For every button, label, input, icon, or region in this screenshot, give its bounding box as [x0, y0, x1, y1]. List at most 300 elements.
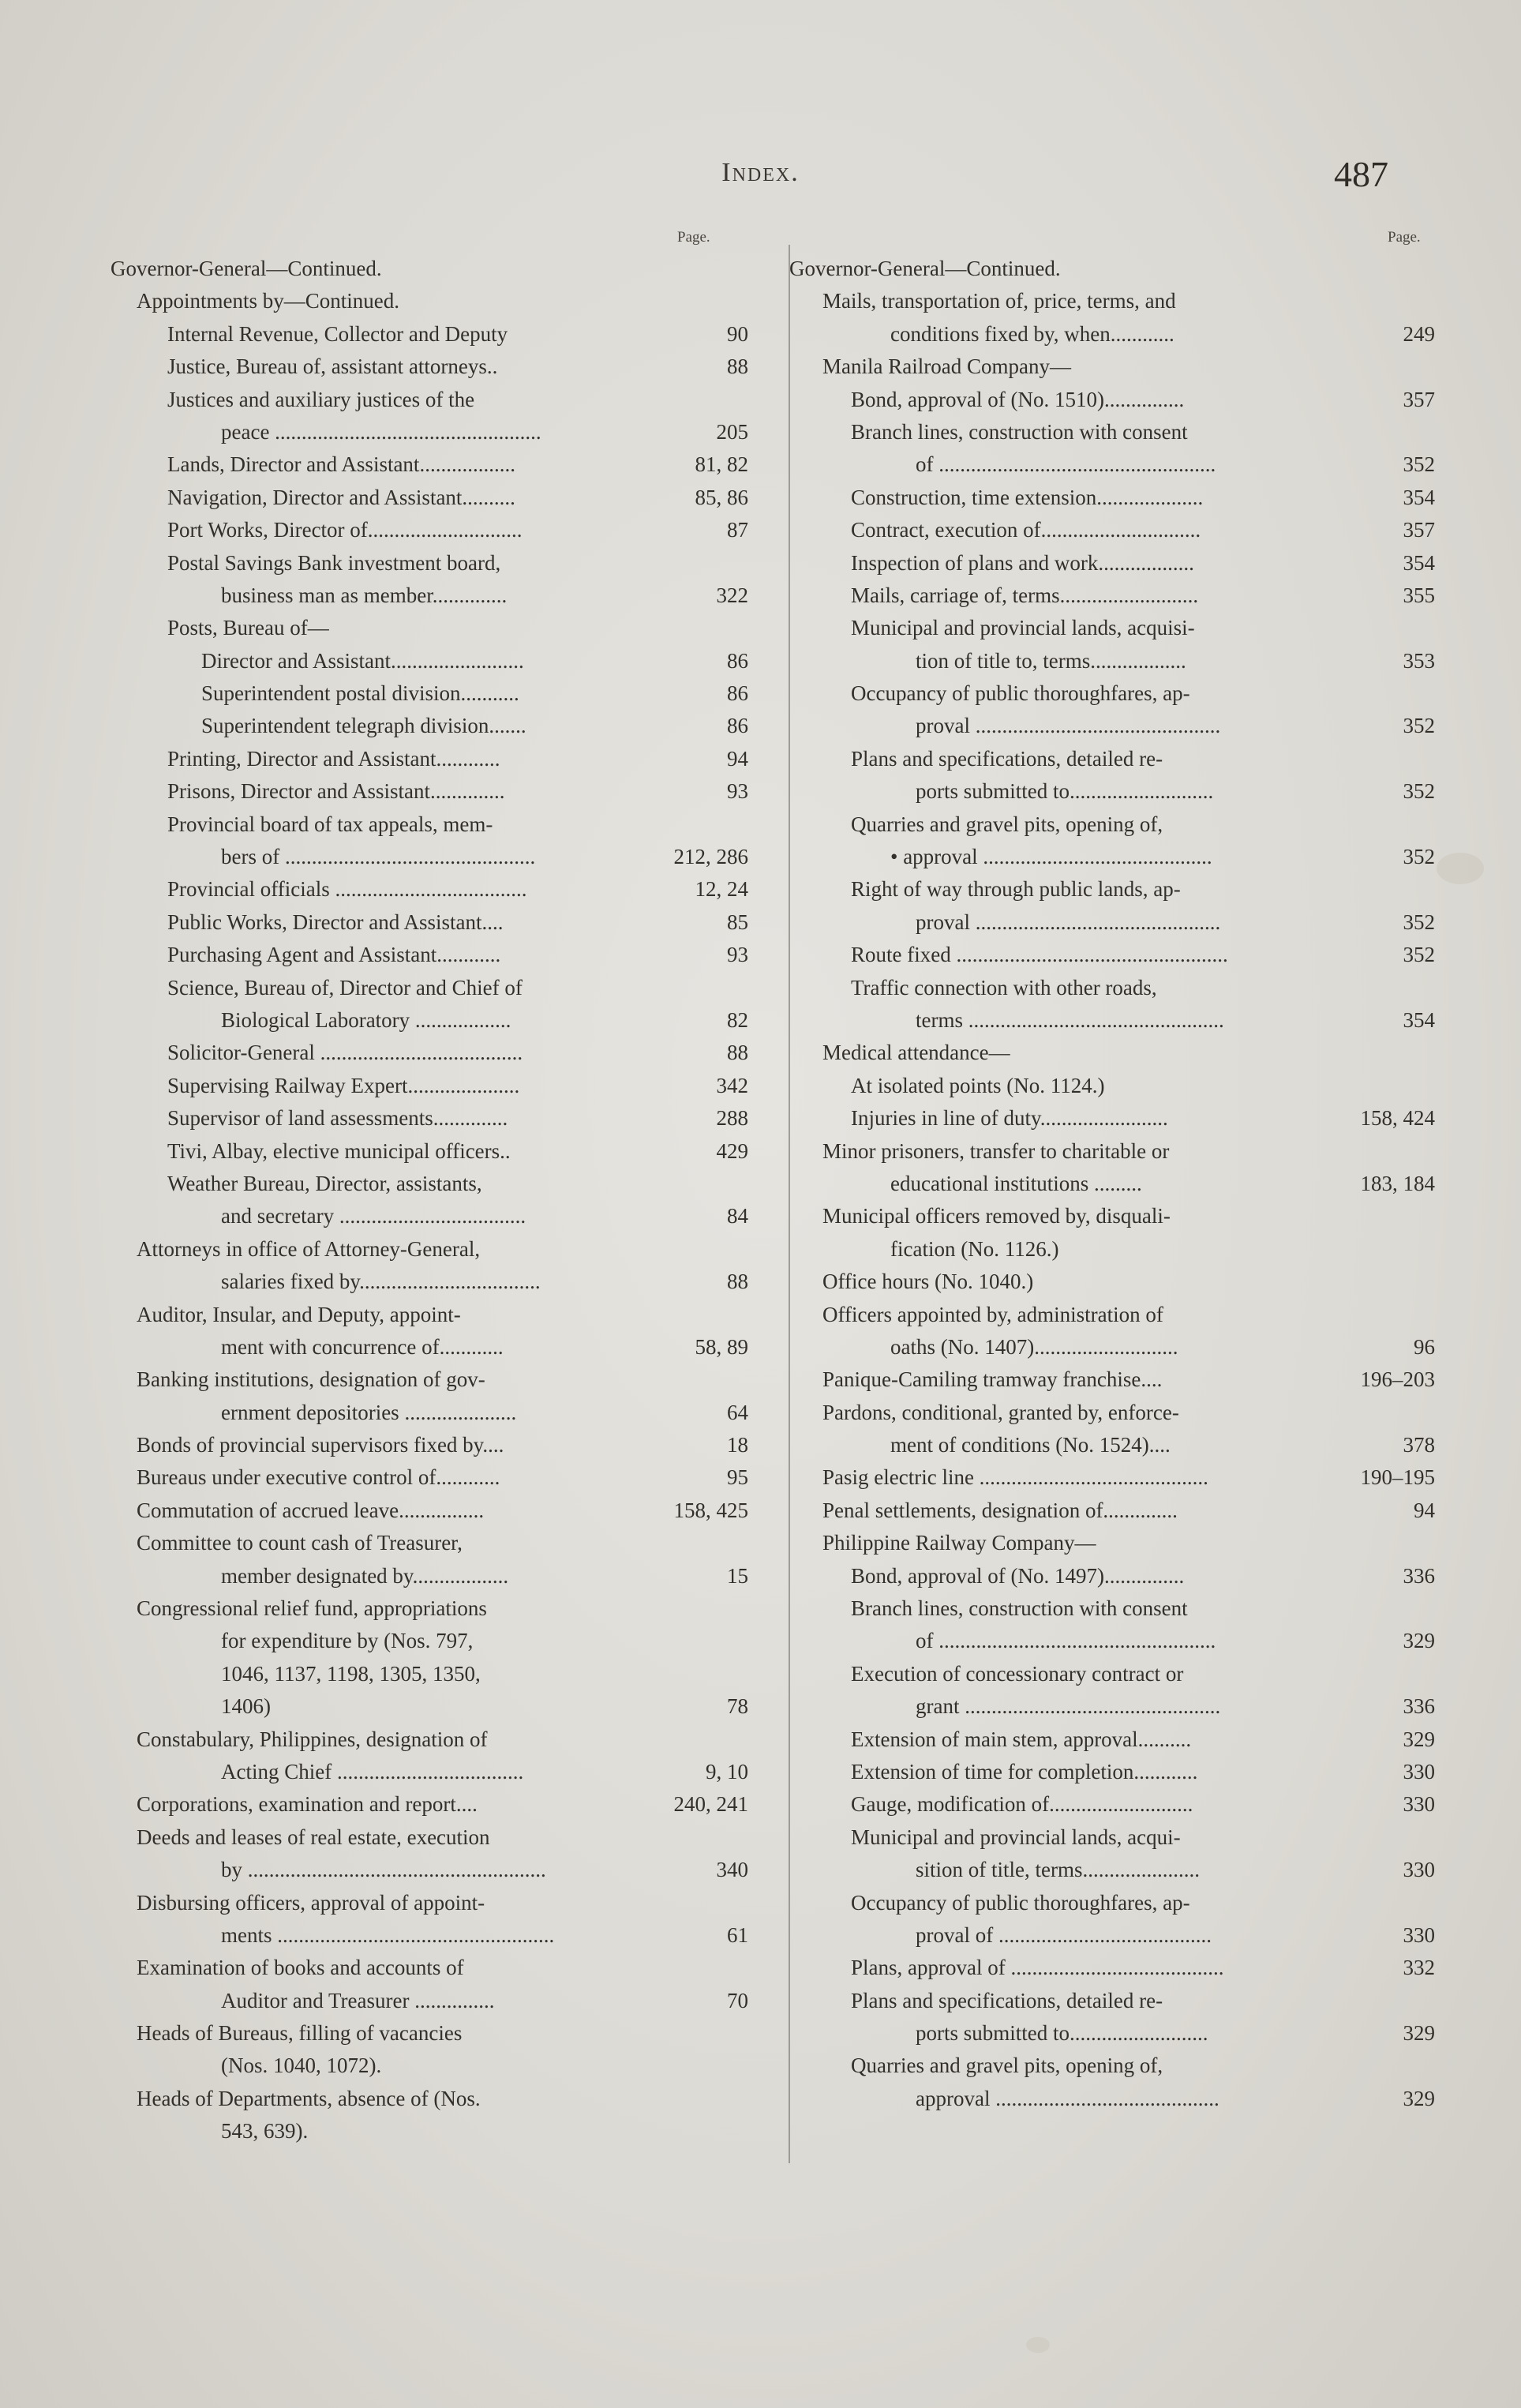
- index-entry: [111, 906, 748, 939]
- entry-text: ment with concurrence of............: [221, 1334, 504, 1359]
- index-entry: [111, 1429, 748, 1461]
- index-entry: [789, 710, 1435, 742]
- entry-text: 543, 639).: [221, 2119, 309, 2144]
- entry-text: Navigation, Director and Assistant..........: [167, 485, 515, 509]
- entry-text: Occupancy of public thoroughfares, ap-: [851, 1890, 1190, 1915]
- entry-text: Director and Assistant.........................: [201, 648, 524, 673]
- index-entry: [111, 1821, 748, 1854]
- index-entry: [789, 547, 1435, 579]
- entry-page: 354: [1403, 1007, 1435, 1032]
- entry-text: member designated by..................: [221, 1563, 509, 1588]
- entry-text: salaries fixed by..................................: [221, 1270, 541, 1294]
- entry-text: Governor-General—Continued.: [789, 257, 1061, 280]
- entry-text: Contract, execution of..............................: [851, 518, 1201, 542]
- index-entry: [789, 1331, 1435, 1363]
- entry-text: Plans, approval of ........................................: [851, 1956, 1224, 1980]
- index-entry: [111, 645, 748, 677]
- index-entry: [789, 1135, 1435, 1168]
- index-entry: [111, 1495, 748, 1527]
- entry-page: 352: [1403, 452, 1435, 477]
- index-entry: [789, 1560, 1435, 1592]
- index-entry: [111, 253, 748, 285]
- entry-text: Extension of main stem, approval..........: [851, 1727, 1192, 1751]
- index-entry: [789, 2050, 1435, 2082]
- index-entry: [789, 1527, 1435, 1559]
- entry-page: 61: [727, 1922, 748, 1947]
- entry-text: business man as member..............: [221, 583, 508, 607]
- entry-text: Construction, time extension....................: [851, 485, 1204, 509]
- index-entry: [789, 1070, 1435, 1102]
- entry-page: 353: [1403, 648, 1435, 673]
- index-entry: [111, 416, 748, 448]
- entry-text: Plans and specifications, detailed re-: [851, 746, 1163, 771]
- index-entry: [789, 1919, 1435, 1952]
- entry-page: 340: [716, 1858, 748, 1882]
- index-entry: [111, 1952, 748, 1984]
- entry-page: 94: [1414, 1498, 1435, 1522]
- index-entry: [789, 1233, 1435, 1266]
- entry-text: Science, Bureau of, Director and Chief of: [167, 975, 523, 1000]
- entry-page: 96: [1414, 1334, 1435, 1359]
- entry-text: Occupancy of public thoroughfares, ap-: [851, 681, 1190, 706]
- index-entry: [111, 2083, 748, 2115]
- index-entry: [789, 1658, 1435, 1690]
- entry-text: Justice, Bureau of, assistant attorneys..: [167, 354, 498, 379]
- entry-page: 330: [1403, 1792, 1435, 1817]
- entry-text: Office hours (No. 1040.): [822, 1270, 1034, 1294]
- entry-text: Manila Railroad Company—: [822, 354, 1071, 379]
- entry-text: proval ..............................................: [916, 910, 1221, 934]
- entry-page: 64: [727, 1400, 748, 1424]
- index-entry: [111, 1004, 748, 1037]
- entry-text: and secretary ...................................: [221, 1204, 526, 1228]
- entry-text: (Nos. 1040, 1072).: [221, 2054, 382, 2078]
- entry-page: 86: [727, 714, 748, 738]
- index-entry: [111, 1037, 748, 1069]
- entry-text: oaths (No. 1407)...........................: [890, 1334, 1178, 1359]
- entry-page: 86: [727, 648, 748, 673]
- entry-page: 196–203: [1360, 1367, 1435, 1392]
- index-entry: [789, 1429, 1435, 1461]
- entry-page: 330: [1403, 1858, 1435, 1882]
- entry-text: Justices and auxiliary justices of the: [167, 387, 475, 411]
- entry-page: 355: [1403, 583, 1435, 607]
- index-entry: [111, 710, 748, 742]
- entry-text: Officers appointed by, administration of: [822, 1302, 1163, 1326]
- entry-text: Route fixed ...................................................: [851, 943, 1228, 967]
- index-entry: [789, 1168, 1435, 1200]
- index-entry: [789, 514, 1435, 546]
- index-entry: [789, 1299, 1435, 1331]
- entry-text: 1406): [221, 1694, 271, 1719]
- index-entry: [111, 775, 748, 808]
- entry-page: 240, 241: [673, 1792, 748, 1817]
- entry-text: Pardons, conditional, granted by, enforce-: [822, 1400, 1179, 1424]
- index-entry: [111, 448, 748, 481]
- entry-text: Branch lines, construction with consent: [851, 1596, 1188, 1621]
- page-number: 487: [1334, 154, 1388, 194]
- index-entry: [111, 1690, 748, 1723]
- entry-text: Bond, approval of (No. 1497)...............: [851, 1563, 1185, 1588]
- index-entry: [111, 841, 748, 873]
- index-entry: [789, 1723, 1435, 1756]
- entry-page: 329: [1403, 1727, 1435, 1751]
- entry-text: Extension of time for completion............: [851, 1759, 1198, 1783]
- entry-text: Inspection of plans and work..................: [851, 550, 1194, 575]
- entry-text: Injuries in line of duty........................: [851, 1106, 1168, 1131]
- index-entry: [789, 677, 1435, 710]
- entry-page: 352: [1403, 845, 1435, 869]
- entry-text: Solicitor-General ......................................: [167, 1041, 523, 1065]
- entry-page: 58, 89: [695, 1334, 748, 1359]
- index-entry: [789, 2017, 1435, 2050]
- index-entry: [111, 1135, 748, 1168]
- index-entry: [789, 1102, 1435, 1135]
- entry-text: tion of title to, terms..................: [916, 648, 1186, 673]
- entry-page: 352: [1403, 910, 1435, 934]
- index-entry: [789, 1788, 1435, 1821]
- entry-text: Committee to count cash of Treasurer,: [137, 1531, 463, 1555]
- index-entry: [789, 841, 1435, 873]
- left-column: [111, 253, 748, 2148]
- entry-text: Purchasing Agent and Assistant............: [167, 943, 501, 967]
- entry-page: 158, 424: [1360, 1106, 1435, 1131]
- entry-text: Posts, Bureau of—: [167, 616, 329, 640]
- entry-page: 342: [716, 1073, 748, 1097]
- index-entry: [111, 1168, 748, 1200]
- entry-text: peace ..................................................: [221, 419, 541, 444]
- entry-page: 249: [1403, 321, 1435, 346]
- index-entry: [111, 579, 748, 612]
- entry-text: Municipal officers removed by, disquali-: [822, 1204, 1171, 1228]
- index-entry: [111, 677, 748, 710]
- index-entry: [789, 1397, 1435, 1429]
- entry-page: 93: [727, 943, 748, 967]
- index-entry: [111, 1625, 748, 1657]
- entry-text: Bureaus under executive control of............: [137, 1465, 500, 1490]
- index-entry: [111, 1788, 748, 1821]
- entry-text: Quarries and gravel pits, opening of,: [851, 2054, 1163, 2078]
- index-entry: [111, 1102, 748, 1135]
- index-entry: [789, 1625, 1435, 1657]
- index-entry: [111, 1070, 748, 1102]
- entry-text: ernment depositories .....................: [221, 1400, 517, 1424]
- index-entry: [789, 906, 1435, 939]
- index-entry: [111, 384, 748, 416]
- index-entry: [789, 775, 1435, 808]
- entry-text: proval ..............................................: [916, 714, 1221, 738]
- entry-text: Commutation of accrued leave................: [137, 1498, 485, 1522]
- entry-text: Supervisor of land assessments..............: [167, 1106, 508, 1131]
- entry-page: 354: [1403, 485, 1435, 509]
- index-entry: [111, 285, 748, 317]
- index-entry: [789, 972, 1435, 1004]
- index-entry: [111, 1461, 748, 1494]
- entry-text: Right of way through public lands, ap-: [851, 877, 1181, 902]
- entry-page: 357: [1403, 518, 1435, 542]
- entry-text: ports submitted to..........................: [916, 2021, 1208, 2046]
- entry-text: Bonds of provincial supervisors fixed by....: [137, 1433, 504, 1457]
- entry-text: grant ................................................: [916, 1694, 1221, 1719]
- entry-page: 94: [727, 746, 748, 771]
- entry-page: 86: [727, 681, 748, 706]
- entry-page: 288: [716, 1106, 748, 1131]
- entry-text: Governor-General—Continued.: [111, 257, 382, 280]
- entry-text: Provincial officials ....................................: [167, 877, 527, 902]
- entry-text: approval ..........................................: [916, 2086, 1219, 2110]
- entry-text: Philippine Railway Company—: [822, 1531, 1096, 1555]
- entry-page: 190–195: [1360, 1465, 1435, 1490]
- entry-text: Municipal and provincial lands, acqui-: [851, 1825, 1181, 1849]
- entry-page: 352: [1403, 714, 1435, 738]
- index-entry: [111, 318, 748, 351]
- entry-page: 329: [1403, 1629, 1435, 1653]
- entry-text: Traffic connection with other roads,: [851, 975, 1157, 1000]
- entry-page: 78: [727, 1694, 748, 1719]
- entry-page: 336: [1403, 1563, 1435, 1588]
- index-entry: [789, 1690, 1435, 1723]
- index-entry: [111, 1887, 748, 1919]
- entry-text: Postal Savings Bank investment board,: [167, 550, 501, 575]
- index-entry: [789, 1363, 1435, 1396]
- entry-page: 329: [1403, 2086, 1435, 2110]
- entry-text: conditions fixed by, when............: [890, 321, 1174, 346]
- entry-text: Heads of Bureaus, filling of vacancies: [137, 2021, 463, 2046]
- entry-text: Heads of Departments, absence of (Nos.: [137, 2086, 481, 2110]
- entry-text: Panique-Camiling tramway franchise....: [822, 1367, 1163, 1392]
- entry-page: 95: [727, 1465, 748, 1490]
- entry-page: 330: [1403, 1922, 1435, 1947]
- index-entry: [789, 645, 1435, 677]
- entry-text: for expenditure by (Nos. 797,: [221, 1629, 474, 1653]
- index-entry: [789, 1887, 1435, 1919]
- entry-text: Examination of books and accounts of: [137, 1956, 464, 1980]
- index-entry: [111, 743, 748, 775]
- index-entry: [111, 873, 748, 906]
- entry-page: 84: [727, 1204, 748, 1228]
- index-entry: [111, 1200, 748, 1232]
- entry-page: 81, 82: [695, 452, 748, 477]
- index-entry: [111, 1560, 748, 1592]
- entry-page: 330: [1403, 1759, 1435, 1783]
- entry-text: educational institutions .........: [890, 1171, 1142, 1195]
- entry-text: Public Works, Director and Assistant....: [167, 910, 504, 934]
- index-entry: [789, 253, 1435, 285]
- entry-text: Disbursing officers, approval of appoint-: [137, 1890, 485, 1915]
- entry-page: 352: [1403, 779, 1435, 804]
- index-entry: [111, 351, 748, 383]
- index-entry: [111, 1299, 748, 1331]
- entry-page: 183, 184: [1360, 1171, 1435, 1195]
- entry-text: Lands, Director and Assistant..................: [167, 452, 515, 477]
- entry-text: Execution of concessionary contract or: [851, 1661, 1184, 1686]
- entry-page: 9, 10: [706, 1759, 748, 1783]
- index-entry: [111, 939, 748, 971]
- index-entry: [789, 1985, 1435, 2017]
- index-entry: [111, 1363, 748, 1396]
- index-entry: [111, 1756, 748, 1788]
- entry-text: Penal settlements, designation of..............: [822, 1498, 1178, 1522]
- index-entry: [111, 972, 748, 1004]
- entry-text: terms ................................................: [916, 1007, 1224, 1032]
- entry-text: Acting Chief ...................................: [221, 1759, 524, 1783]
- entry-text: Banking institutions, designation of gov-: [137, 1367, 485, 1392]
- index-entry: [111, 2050, 748, 2082]
- index-entry: [111, 1854, 748, 1886]
- entry-text: Attorneys in office of Attorney-General,: [137, 1236, 481, 1261]
- entry-text: Auditor and Treasurer ...............: [221, 1988, 495, 2012]
- page-stain: [1026, 2337, 1050, 2353]
- entry-text: Tivi, Albay, elective municipal officers..: [167, 1138, 511, 1163]
- entry-page: 332: [1403, 1956, 1435, 1980]
- entry-text: Corporations, examination and report....: [137, 1792, 478, 1817]
- index-entry: [111, 1658, 748, 1690]
- entry-page: 378: [1403, 1433, 1435, 1457]
- entry-text: Municipal and provincial lands, acquisi-: [851, 616, 1195, 640]
- entry-text: Internal Revenue, Collector and Deputy: [167, 321, 508, 346]
- entry-text: Plans and specifications, detailed re-: [851, 1988, 1163, 2012]
- entry-text: 1046, 1137, 1198, 1305, 1350,: [221, 1661, 481, 1686]
- entry-text: Superintendent postal division...........: [201, 681, 519, 706]
- entry-text: • approval ...........................................: [890, 845, 1212, 869]
- index-entry: [111, 1233, 748, 1266]
- entry-text: of ....................................................: [916, 1629, 1216, 1653]
- index-entry: [111, 1723, 748, 1756]
- entry-page: 158, 425: [673, 1498, 748, 1522]
- entry-page: 88: [727, 1270, 748, 1294]
- entry-text: Biological Laboratory ..................: [221, 1007, 511, 1032]
- entry-text: Constabulary, Philippines, designation of: [137, 1727, 488, 1751]
- entry-page: 18: [727, 1433, 748, 1457]
- entry-text: Mails, transportation of, price, terms, and: [822, 289, 1176, 313]
- entry-text: Medical attendance—: [822, 1041, 1010, 1065]
- page-stain: [1437, 853, 1484, 884]
- index-entry: [789, 612, 1435, 644]
- index-entry: [111, 1527, 748, 1559]
- index-entry: [789, 384, 1435, 416]
- index-entry: [789, 285, 1435, 317]
- entry-text: ports submitted to...........................: [916, 779, 1214, 804]
- entry-text: Prisons, Director and Assistant..............: [167, 779, 505, 804]
- entry-page: 90: [727, 321, 748, 346]
- entry-page: 70: [727, 1988, 748, 2012]
- entry-page: 93: [727, 779, 748, 804]
- entry-text: of ....................................................: [916, 452, 1216, 477]
- entry-text: Pasig electric line ...........................................: [822, 1465, 1208, 1490]
- entry-text: Gauge, modification of...........................: [851, 1792, 1193, 1817]
- entry-text: Mails, carriage of, terms..........................: [851, 583, 1199, 607]
- entry-page: 429: [716, 1138, 748, 1163]
- running-header: Index.: [721, 158, 800, 187]
- entry-page: 336: [1403, 1694, 1435, 1719]
- entry-text: Branch lines, construction with consent: [851, 419, 1188, 444]
- entry-text: Supervising Railway Expert.....................: [167, 1073, 520, 1097]
- index-entry: [111, 514, 748, 546]
- index-entry: [111, 1592, 748, 1625]
- index-entry: [111, 1266, 748, 1298]
- index-entry: [789, 1756, 1435, 1788]
- entry-page: 352: [1403, 943, 1435, 967]
- index-entry: [789, 808, 1435, 841]
- index-entry: [789, 1952, 1435, 1984]
- entry-text: Minor prisoners, transfer to charitable or: [822, 1138, 1170, 1163]
- index-entry: [111, 1397, 748, 1429]
- entry-text: Superintendent telegraph division.......: [201, 714, 526, 738]
- index-entry: [111, 547, 748, 579]
- entry-page: 12, 24: [695, 877, 748, 902]
- index-entry: [789, 1854, 1435, 1886]
- entry-text: Port Works, Director of.............................: [167, 518, 523, 542]
- entry-page: 357: [1403, 387, 1435, 411]
- entry-text: bers of ...............................................: [221, 845, 536, 869]
- index-entry: [789, 318, 1435, 351]
- entry-text: ment of conditions (No. 1524)....: [890, 1433, 1171, 1457]
- right-page-label: Page.: [1388, 229, 1421, 246]
- index-entry: [789, 1037, 1435, 1069]
- index-entry: [789, 1592, 1435, 1625]
- index-entry: [789, 579, 1435, 612]
- index-entry: [789, 939, 1435, 971]
- right-column: [789, 253, 1435, 2115]
- left-page-label: Page.: [677, 229, 710, 246]
- entry-text: Auditor, Insular, and Deputy, appoint-: [137, 1302, 461, 1326]
- entry-page: 88: [727, 354, 748, 379]
- index-entry: [111, 2017, 748, 2050]
- entry-text: Bond, approval of (No. 1510)...............: [851, 387, 1185, 411]
- index-entry: [111, 1985, 748, 2017]
- index-entry: [789, 482, 1435, 514]
- entry-page: 87: [727, 518, 748, 542]
- index-entry: [789, 448, 1435, 481]
- entry-text: fication (No. 1126.): [890, 1236, 1059, 1261]
- entry-page: 212, 286: [673, 845, 748, 869]
- index-entry: [789, 1821, 1435, 1854]
- entry-page: 85: [727, 910, 748, 934]
- entry-text: Deeds and leases of real estate, execution: [137, 1825, 490, 1849]
- index-entry: [789, 1004, 1435, 1037]
- index-entry: [789, 416, 1435, 448]
- index-entry: [111, 482, 748, 514]
- entry-page: 329: [1403, 2021, 1435, 2046]
- index-entry: [789, 1495, 1435, 1527]
- entry-text: ments ....................................................: [221, 1922, 555, 1947]
- index-entry: [789, 351, 1435, 383]
- entry-text: Printing, Director and Assistant............: [167, 746, 500, 771]
- index-entry: [111, 1331, 748, 1363]
- index-entry: [111, 2115, 748, 2147]
- entry-text: by ........................................................: [221, 1858, 546, 1882]
- index-entry: [789, 873, 1435, 906]
- entry-page: 15: [727, 1563, 748, 1588]
- entry-text: At isolated points (No. 1124.): [851, 1073, 1105, 1097]
- index-entry: [111, 1919, 748, 1952]
- entry-text: Congressional relief fund, appropriations: [137, 1596, 487, 1621]
- index-entry: [789, 743, 1435, 775]
- entry-text: Provincial board of tax appeals, mem-: [167, 812, 493, 836]
- entry-page: 82: [727, 1007, 748, 1032]
- index-entry: [789, 1266, 1435, 1298]
- index-entry: [111, 612, 748, 644]
- index-entry: [789, 2083, 1435, 2115]
- entry-text: Appointments by—Continued.: [137, 289, 399, 313]
- entry-page: 322: [716, 583, 748, 607]
- entry-page: 354: [1403, 550, 1435, 575]
- entry-page: 205: [716, 419, 748, 444]
- index-entry: [111, 808, 748, 841]
- entry-text: sition of title, terms......................: [916, 1858, 1200, 1882]
- entry-text: proval of ........................................: [916, 1922, 1212, 1947]
- entry-page: 85, 86: [695, 485, 748, 509]
